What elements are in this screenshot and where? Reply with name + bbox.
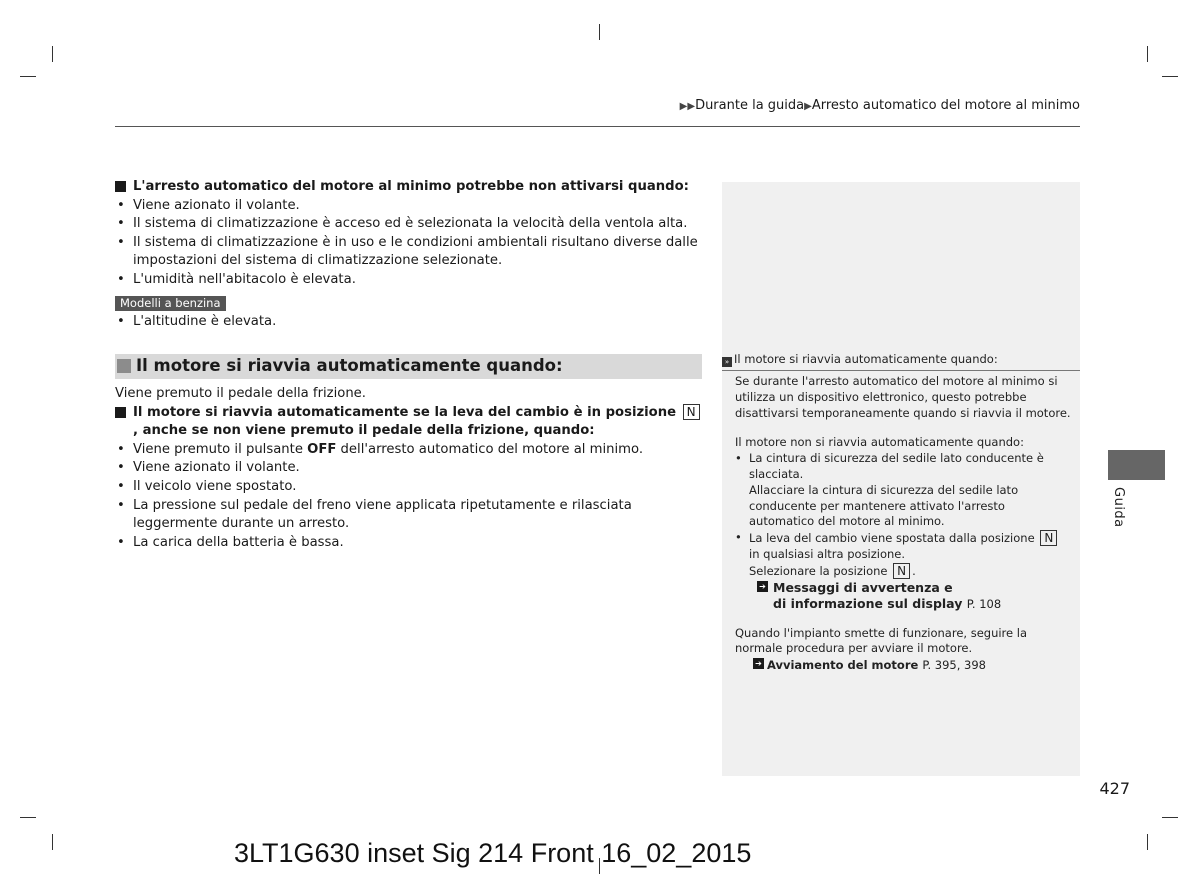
section-heading-bar <box>115 354 702 379</box>
bullet-icon: • <box>735 530 742 545</box>
list-item: • La carica della batteria è bassa. <box>115 534 705 553</box>
arrow-icon: ➔ <box>753 658 764 669</box>
breadcrumb <box>660 98 1080 113</box>
list-item: • Il veicolo viene spostato. <box>115 478 705 497</box>
gear-n-key: N <box>683 404 700 420</box>
crop-mark <box>20 817 36 818</box>
gear-n-key: N <box>1040 530 1057 546</box>
bullet-icon: • <box>117 478 125 494</box>
cross-reference: ➔ Messaggi di avvertenza e di informazione sul display P. 108 <box>735 580 1073 612</box>
crop-mark <box>52 46 53 62</box>
print-footer: 3LT1G630 inset Sig 214 Front 16_02_2015 <box>234 838 752 868</box>
square-bullet-icon <box>117 359 131 373</box>
bullet-icon: • <box>117 534 125 550</box>
bullet-icon: • <box>117 234 125 250</box>
cross-reference: ➔ Avviamento del motore P. 395, 398 <box>735 657 1073 673</box>
breadcrumb-item: Durante la guida <box>695 98 805 113</box>
sidebar-rule <box>722 370 1080 371</box>
triangle-icon: ▶ <box>804 101 812 112</box>
sidebar-list-item: • La leva del cambio viene spostata dalla posizione N in qualsiasi altra posizione. Selezionare la posizione N . <box>735 530 1073 579</box>
list-item: • L'altitudine è elevata. <box>115 313 705 332</box>
page-ref: P. 108 <box>966 596 1002 611</box>
bullet-icon: • <box>117 497 125 513</box>
list-item: • Viene azionato il volante. <box>115 459 705 478</box>
triangle-icon: ▶▶ <box>679 101 696 112</box>
crop-mark <box>52 834 53 850</box>
sidebar-paragraph: Quando l'impianto smette di funzionare, seguire la normale procedura per avviare il motore. <box>735 625 1028 656</box>
breadcrumb-item: Arresto automatico del motore al minimo <box>811 98 1080 113</box>
gear-n-key: N <box>893 563 910 579</box>
bullet-icon: • <box>117 460 125 476</box>
list-item: • Il sistema di climatizzazione è in uso e le condizioni ambientali risultano diverse dalle impostazioni del sistema di climatizzazione selezionate. <box>117 234 698 269</box>
square-bullet-icon <box>115 407 126 418</box>
block-heading: L'arresto automatico del motore al minimo potrebbe non attivarsi quando: <box>115 178 705 197</box>
thumb-tab-label: Guida <box>1111 487 1126 528</box>
section-title: Il motore si riavvia automaticamente quando: <box>136 356 563 375</box>
list-item: • L'umidità nell'abitacolo è elevata. <box>115 271 705 290</box>
sub-heading: Il motore si riavvia automaticamente se la leva del cambio è in posizione N, anche se non viene premuto il pedale della frizione, quando: <box>115 404 705 441</box>
arrow-box-icon: » <box>722 357 732 367</box>
sidebar-list-item: • La cintura di sicurezza del sedile lato conducente è slacciata. Allacciare la cintura di sicurezza del sedile lato conducente per mantenere attivato l'arresto automatico del motore al minimo. <box>735 451 1044 529</box>
model-tag: Modelli a benzina <box>115 296 226 311</box>
crop-mark <box>599 24 600 40</box>
crop-mark <box>1147 834 1148 850</box>
intro-text: Viene premuto il pedale della frizione. <box>115 386 366 401</box>
bullet-icon: • <box>735 451 742 466</box>
crop-mark <box>1162 76 1178 77</box>
bullet-icon: • <box>117 197 125 213</box>
sidebar-heading: » Il motore si riavvia automaticamente quando: <box>722 352 1080 367</box>
crop-mark <box>1162 817 1178 818</box>
list-item: • Viene azionato il volante. <box>115 197 705 216</box>
crop-mark <box>1147 46 1148 62</box>
thumb-tab <box>1108 450 1165 480</box>
sidebar-paragraph: Se durante l'arresto automatico del motore al minimo si utilizza un dispositivo elettronico, questo potrebbe disattivarsi temporaneamente quando si riavvia il motore. <box>735 374 1071 420</box>
bullet-icon: • <box>117 271 125 287</box>
page-number: 427 <box>1099 779 1130 798</box>
arrow-icon: ➔ <box>757 581 768 592</box>
list-item: • La pressione sul pedale del freno viene applicata ripetutamente e rilasciata leggermente durante un arresto. <box>117 497 632 532</box>
sidebar-content <box>735 374 1073 673</box>
list-item: • Il sistema di climatizzazione è acceso ed è selezionata la velocità della ventola alta. <box>115 215 705 234</box>
bullet-icon: • <box>117 216 125 232</box>
list-item: • Viene premuto il pulsante OFF dell'arresto automatico del motore al minimo. <box>115 441 705 460</box>
header-rule <box>115 126 1080 127</box>
square-bullet-icon <box>115 181 126 192</box>
bullet-icon: • <box>117 441 125 457</box>
page-ref: P. 395, 398 <box>922 658 986 673</box>
bullet-icon: • <box>117 314 125 330</box>
restart-block <box>115 385 705 552</box>
sidebar-paragraph: Il motore non si riavvia automaticamente quando: <box>735 435 1024 450</box>
conditions-block <box>115 178 705 332</box>
crop-mark <box>20 76 36 77</box>
